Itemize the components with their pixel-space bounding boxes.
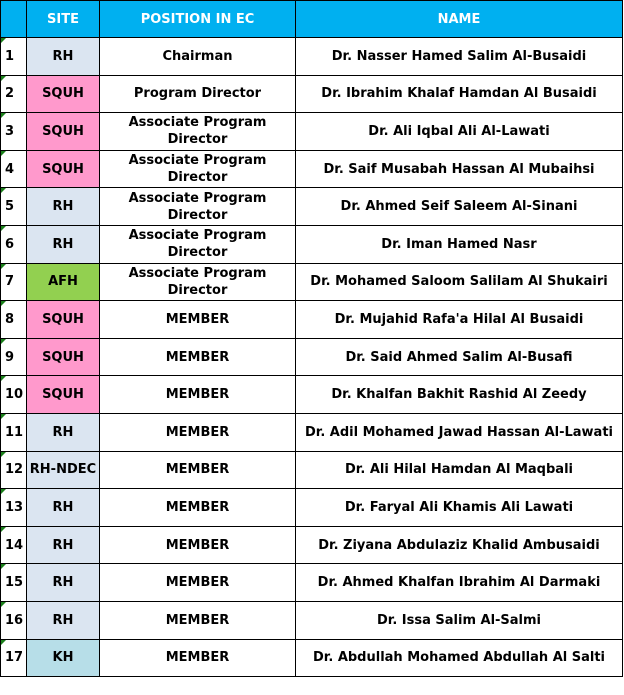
table-row xyxy=(1,413,623,451)
position-cell: MEMBER xyxy=(100,639,296,677)
header-corner xyxy=(1,1,27,38)
header-site: SITE xyxy=(27,1,100,38)
position-cell: Associate Program Director xyxy=(100,150,296,188)
site-cell: SQUH xyxy=(27,376,100,414)
position-cell: MEMBER xyxy=(100,338,296,376)
name-cell: Dr. Ahmed Khalfan Ibrahim Al Darmaki xyxy=(296,564,623,602)
position-cell: Associate Program Director xyxy=(100,188,296,226)
position-cell: MEMBER xyxy=(100,489,296,527)
site-cell: SQUH xyxy=(27,75,100,113)
header-name: NAME xyxy=(296,1,623,38)
position-cell: MEMBER xyxy=(100,451,296,489)
table-row xyxy=(1,301,623,339)
name-cell: Dr. Nasser Hamed Salim Al-Busaidi xyxy=(296,38,623,76)
table-row xyxy=(1,113,623,151)
name-cell: Dr. Mohamed Saloom Salilam Al Shukairi xyxy=(296,263,623,301)
position-cell: Associate Program Director xyxy=(100,263,296,301)
site-cell: SQUH xyxy=(27,338,100,376)
position-cell: Associate Program Director xyxy=(100,113,296,151)
position-cell: MEMBER xyxy=(100,601,296,639)
position-cell: MEMBER xyxy=(100,564,296,602)
row-number: 5 xyxy=(1,188,27,226)
table-row xyxy=(1,601,623,639)
name-cell: Dr. Saif Musabah Hassan Al Mubaihsi xyxy=(296,150,623,188)
position-cell: Chairman xyxy=(100,38,296,76)
row-number: 16 xyxy=(1,601,27,639)
name-cell: Dr. Khalfan Bakhit Rashid Al Zeedy xyxy=(296,376,623,414)
table-row xyxy=(1,75,623,113)
table-row xyxy=(1,188,623,226)
name-cell: Dr. Faryal Ali Khamis Ali Lawati xyxy=(296,489,623,527)
site-cell: RH xyxy=(27,526,100,564)
site-cell: KH xyxy=(27,639,100,677)
table-row xyxy=(1,225,623,263)
position-cell: MEMBER xyxy=(100,413,296,451)
row-number: 8 xyxy=(1,301,27,339)
site-cell: RH xyxy=(27,564,100,602)
row-number: 13 xyxy=(1,489,27,527)
row-number: 15 xyxy=(1,564,27,602)
site-cell: RH xyxy=(27,601,100,639)
row-number: 10 xyxy=(1,376,27,414)
header-position: POSITION IN EC xyxy=(100,1,296,38)
row-number: 6 xyxy=(1,225,27,263)
site-cell: SQUH xyxy=(27,301,100,339)
name-cell: Dr. Issa Salim Al-Salmi xyxy=(296,601,623,639)
site-cell: SQUH xyxy=(27,113,100,151)
table-row xyxy=(1,526,623,564)
row-number: 9 xyxy=(1,338,27,376)
header-row xyxy=(1,1,623,38)
name-cell: Dr. Ali Hilal Hamdan Al Maqbali xyxy=(296,451,623,489)
table-row xyxy=(1,338,623,376)
position-cell: MEMBER xyxy=(100,526,296,564)
row-number: 2 xyxy=(1,75,27,113)
site-cell: AFH xyxy=(27,263,100,301)
table-row xyxy=(1,263,623,301)
name-cell: Dr. Mujahid Rafa'a Hilal Al Busaidi xyxy=(296,301,623,339)
table-row xyxy=(1,451,623,489)
name-cell: Dr. Ali Iqbal Ali Al-Lawati xyxy=(296,113,623,151)
row-number: 3 xyxy=(1,113,27,151)
position-cell: MEMBER xyxy=(100,376,296,414)
site-cell: RH xyxy=(27,413,100,451)
row-number: 4 xyxy=(1,150,27,188)
site-cell: RH xyxy=(27,225,100,263)
row-number: 1 xyxy=(1,38,27,76)
site-cell: RH-NDEC xyxy=(27,451,100,489)
position-cell: Associate Program Director xyxy=(100,225,296,263)
site-cell: RH xyxy=(27,188,100,226)
name-cell: Dr. Ziyana Abdulaziz Khalid Ambusaidi xyxy=(296,526,623,564)
table-row xyxy=(1,489,623,527)
row-number: 17 xyxy=(1,639,27,677)
name-cell: Dr. Iman Hamed Nasr xyxy=(296,225,623,263)
name-cell: Dr. Abdullah Mohamed Abdullah Al Salti xyxy=(296,639,623,677)
table-row xyxy=(1,639,623,677)
table-row xyxy=(1,564,623,602)
row-number: 11 xyxy=(1,413,27,451)
name-cell: Dr. Ahmed Seif Saleem Al-Sinani xyxy=(296,188,623,226)
position-cell: MEMBER xyxy=(100,301,296,339)
site-cell: SQUH xyxy=(27,150,100,188)
table-row xyxy=(1,150,623,188)
table-row xyxy=(1,38,623,76)
table-row xyxy=(1,376,623,414)
row-number: 7 xyxy=(1,263,27,301)
position-cell: Program Director xyxy=(100,75,296,113)
name-cell: Dr. Ibrahim Khalaf Hamdan Al Busaidi xyxy=(296,75,623,113)
name-cell: Dr. Said Ahmed Salim Al-Busafi xyxy=(296,338,623,376)
row-number: 12 xyxy=(1,451,27,489)
name-cell: Dr. Adil Mohamed Jawad Hassan Al-Lawati xyxy=(296,413,623,451)
site-cell: RH xyxy=(27,38,100,76)
row-number: 14 xyxy=(1,526,27,564)
site-cell: RH xyxy=(27,489,100,527)
